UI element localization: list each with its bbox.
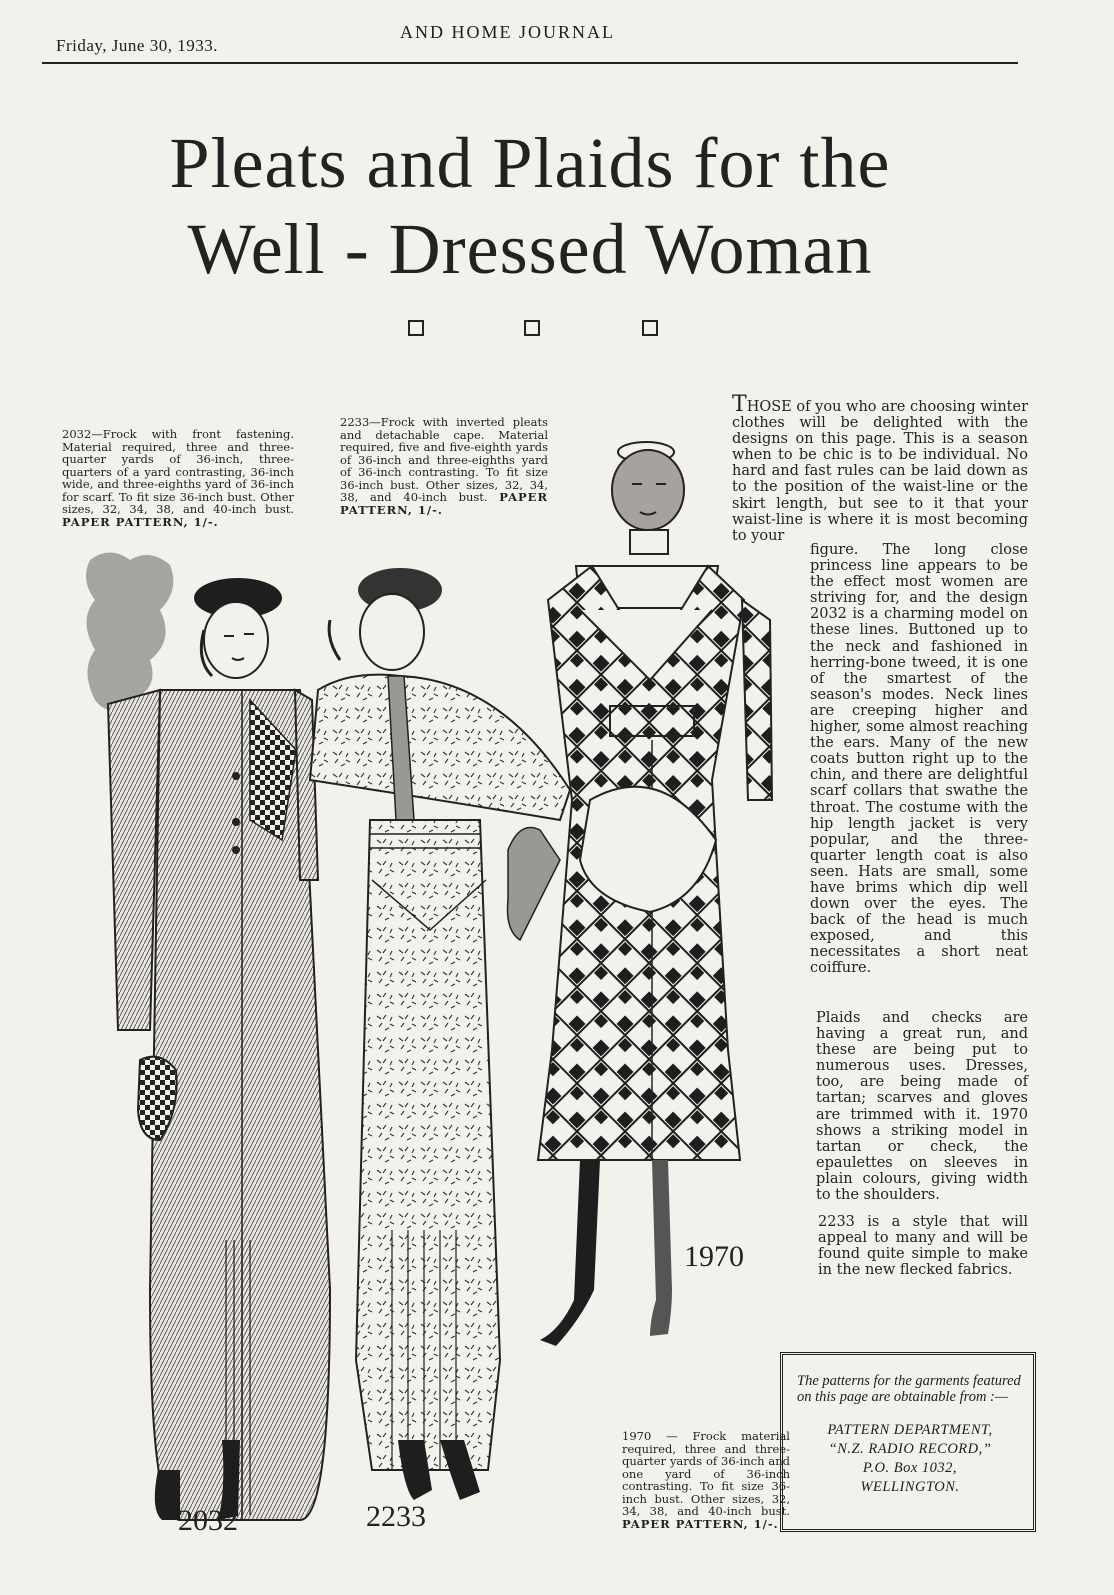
- caption-2032-pattern: PAPER PATTERN, 1/-.: [62, 514, 219, 529]
- figure-2233: [310, 568, 570, 1500]
- pattern-box-line-4: WELLINGTON.: [860, 1479, 960, 1495]
- pattern-box-line-1: PATTERN DEPARTMENT,: [827, 1422, 993, 1438]
- caption-2233-text: 2233—Frock with inverted pleats and detachable cape. Material required, five and five-eighth yards of 36-inch and three-eighths yard of 36-inch contrasting. To fit size 36-inch bust. Other sizes, 32, 34, 38, and 40-inch bust.: [340, 415, 548, 504]
- caption-1970-pattern: PAPER PATTERN, 1/-.: [622, 1516, 779, 1531]
- article-paragraph-1: figure. The long close princess line appears to be the effect most women are striving for, and the design 2032 is a charming model on these lines. Buttoned up to the neck and fashioned in herring-bone tweed, it is one of the smartest of the season's modes. Neck lines are creeping higher and higher, some almost reaching the ears. Many of the new coats button right up to the chin, and there are delightful scarf collars that swathe the throat. The costume with the hip length jacket is very popular, and the three-quarter length coat is also seen. Hats are small, some have brims which dip well down over the eyes. The back of the head is much exposed, and this necessitates a short neat coiffure.: [810, 542, 1028, 977]
- article-paragraph-3-block: [818, 1214, 1028, 1278]
- caption-2032: [62, 428, 294, 528]
- article-column: [810, 542, 1028, 977]
- article-paragraph-2: Plaids and checks are having a great run, and these are being put to numerous uses. Dresses, too, are being made of tartan; scarves and gloves are trimmed with it. 1970 shows a striking model in tartan or check, the epaulettes on sleeves in plain colours, giving width to the shoulders.: [816, 1010, 1028, 1204]
- headline-line-2: Well - Dressed Woman: [187, 209, 873, 289]
- caption-2233: [340, 416, 548, 516]
- caption-1970: [622, 1430, 790, 1530]
- headline-line-1: Pleats and Plaids for the: [169, 123, 891, 203]
- figure-1970: [508, 442, 773, 1346]
- article-intro: [732, 392, 1028, 544]
- caption-2233-pattern: PAPER PATTERN, 1/-.: [340, 490, 549, 517]
- issue-date: Friday, June 30, 1933.: [56, 36, 218, 55]
- journal-title: AND HOME JOURNAL: [400, 22, 615, 42]
- drop-cap: T: [732, 392, 747, 417]
- pattern-order-box: [780, 1352, 1036, 1532]
- figure-number-1970: 1970: [684, 1240, 744, 1273]
- caption-2032-text: 2032—Frock with front fastening. Material required, three and three-quarter yards of 36-inch, three-quarters of a yard contrasting, 36-inch wide, and three-eighths yard of 36-inch for scarf. To fit size 36-inch bust. Other sizes, 32, 34, 38, and 40-inch bust.: [62, 427, 294, 516]
- figure-number-2032: 2032: [178, 1504, 238, 1537]
- figure-2032: [108, 578, 330, 1520]
- article-intro-text: HOSE of you who are choosing winter clothes will be delighted with the designs on this page. This is a season when to be chic is to be individual. No hard and fast rules can be laid down as to the position of the waist-line or the skirt length, but see to it that your waist-line is where it is most becoming to your: [732, 399, 1028, 544]
- article-paragraph-2-block: [816, 1010, 1028, 1203]
- pattern-box-line-3: P.O. Box 1032,: [862, 1460, 958, 1476]
- caption-1970-text: 1970 — Frock material required, three and three-quarter yards of 36-inch and one yard of 36-inch contrasting. To fit size 36-inch bust. Other sizes, 32, 34, 38, and 40-inch bust.: [622, 1429, 790, 1518]
- article-paragraph-3: 2233 is a style that will appeal to many and will be found quite simple to make in the new flecked fabrics.: [818, 1214, 1028, 1279]
- figure-number-2233: 2233: [366, 1500, 426, 1533]
- pattern-box-line-2: “N.Z. RADIO RECORD,”: [828, 1441, 992, 1457]
- pattern-box-intro: The patterns for the garments featured on this page are obtainable from :—: [797, 1373, 1021, 1405]
